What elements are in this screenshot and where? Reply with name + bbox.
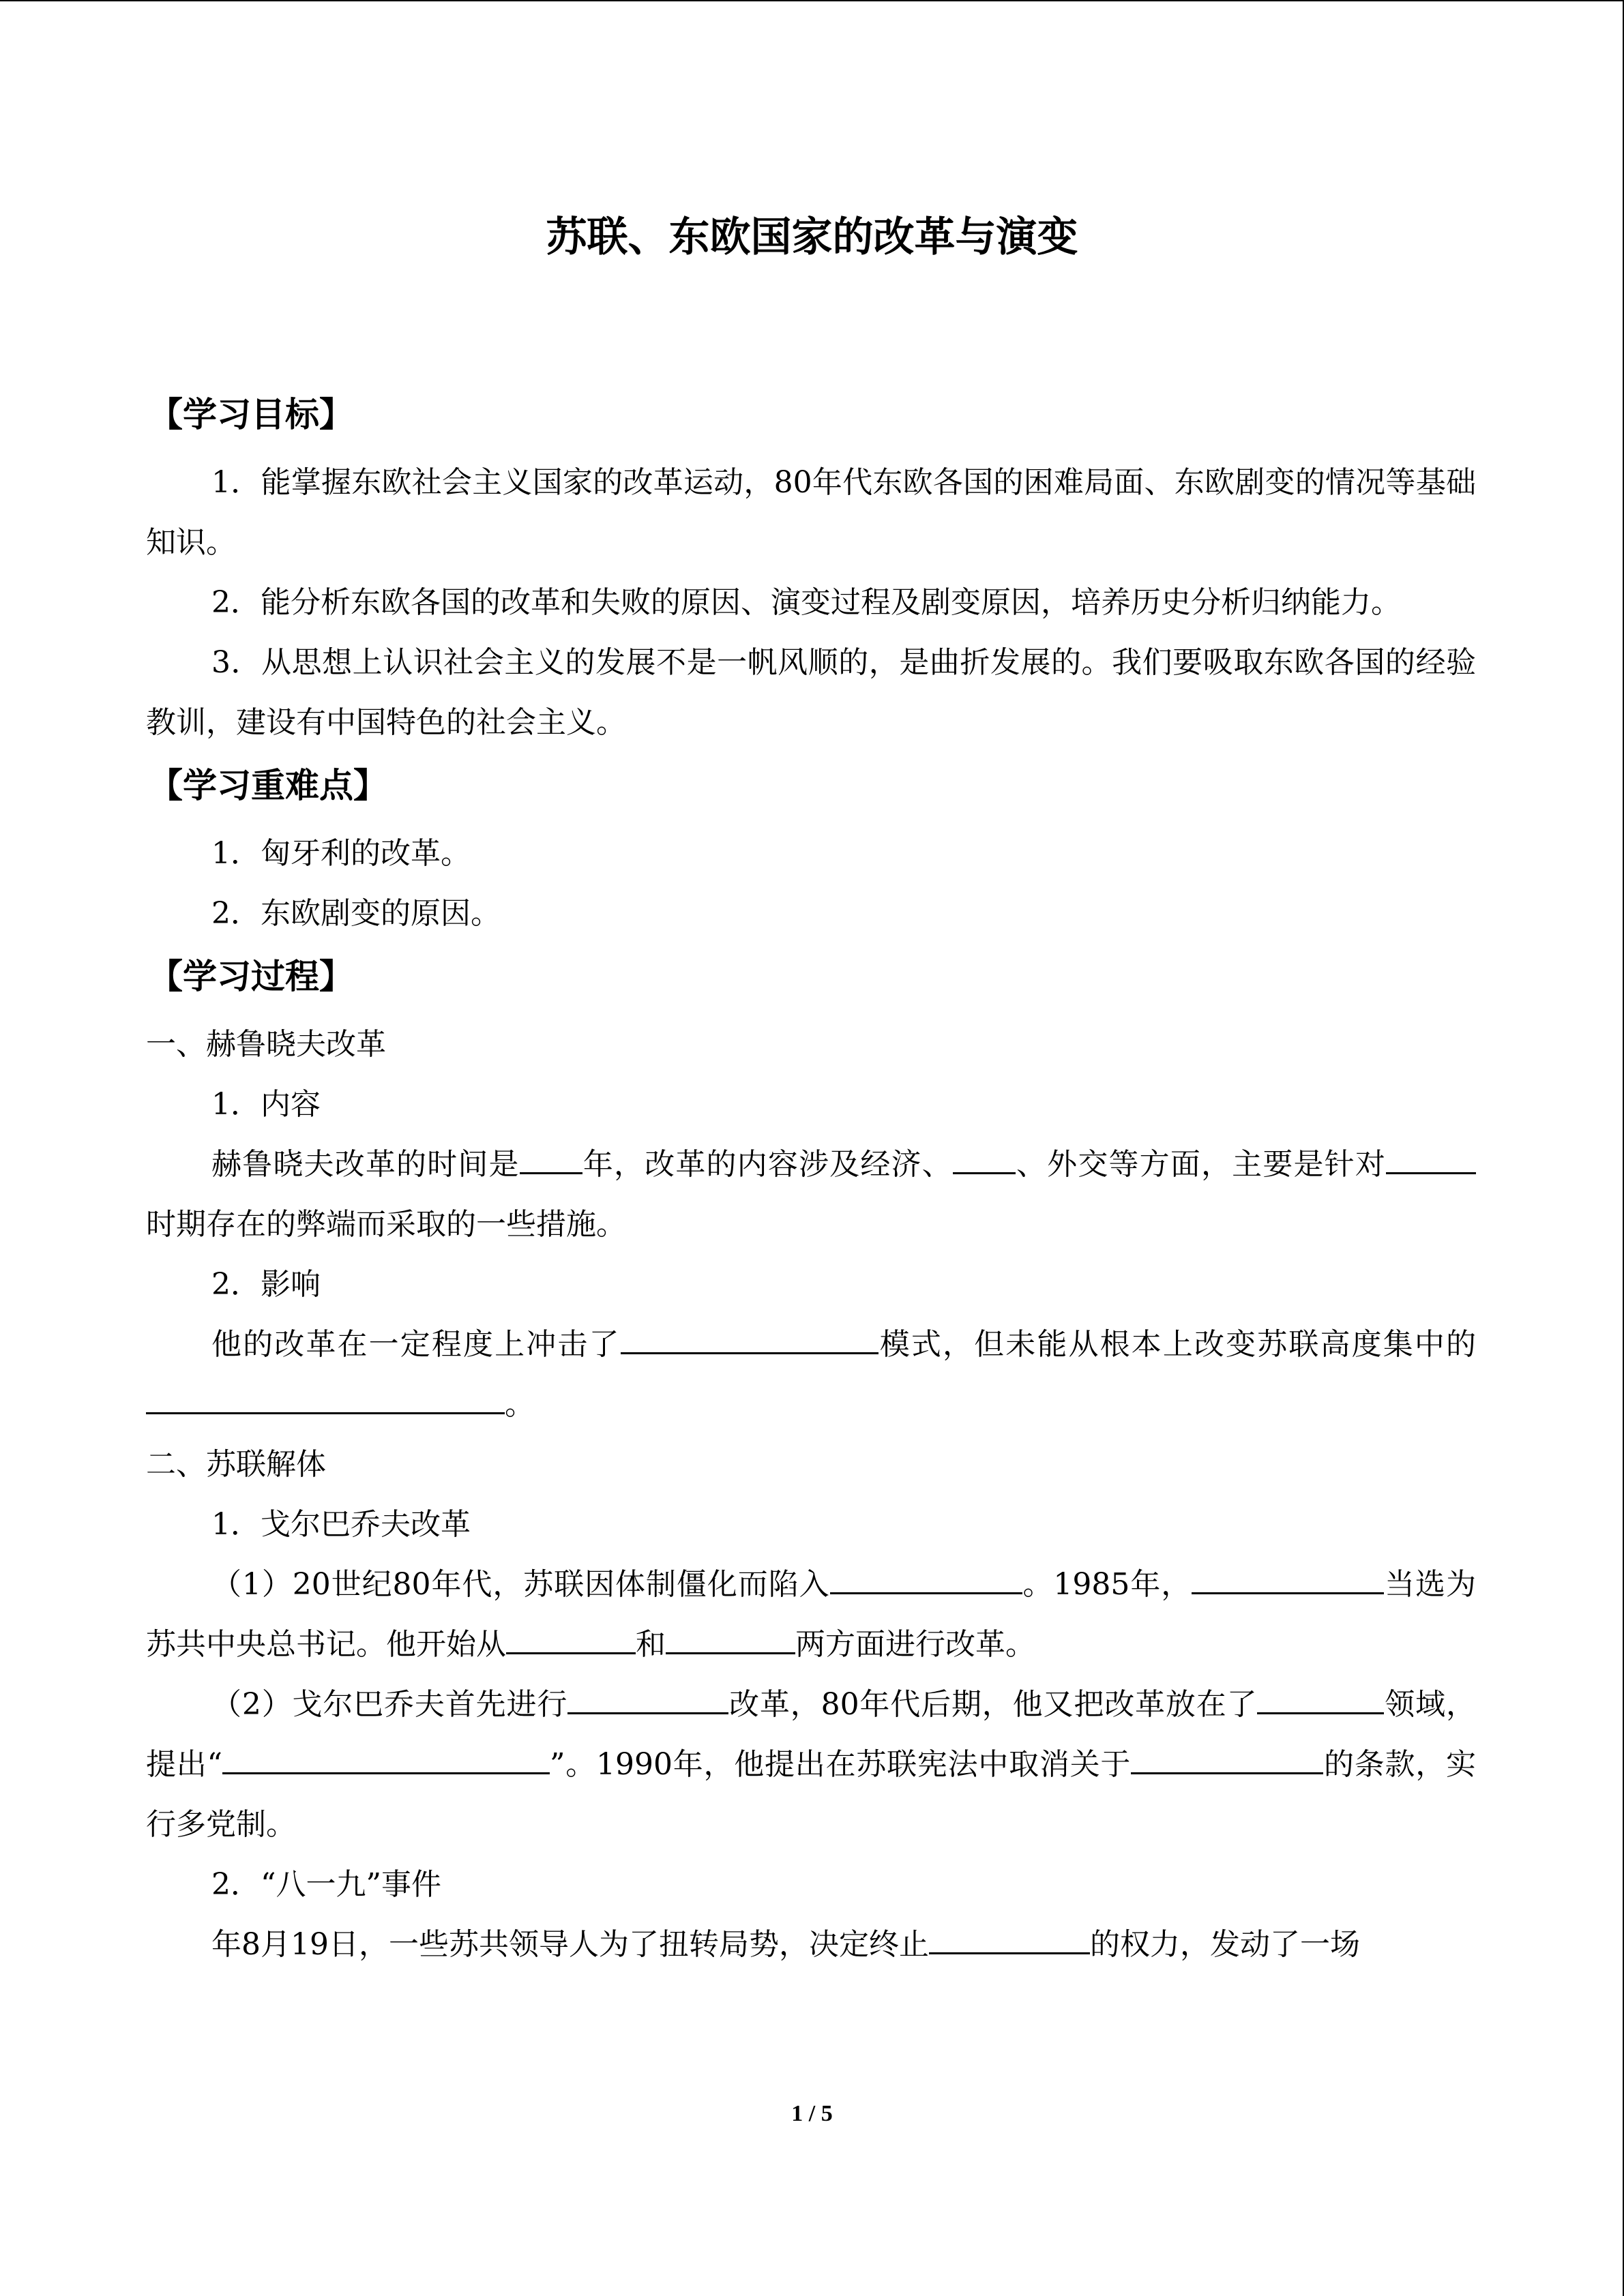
fill-in-paragraph: 赫鲁晓夫改革的时间是 年，改革的内容涉及经济、 、外交等方面，主要是针对时期存在的弊端而采取的一些措施。	[146, 1135, 1476, 1255]
section-title: 一、赫鲁晓夫改革	[146, 1027, 386, 1062]
heading-process: 【学习过程】	[149, 957, 353, 996]
heading-key-points: 【学习重难点】	[149, 766, 387, 805]
fill-blank[interactable]	[830, 1555, 1022, 1594]
goal-item: 2．能分析东欧各国的改革和失败的原因、演变过程及剧变原因，培养历史分析归纳能力。	[211, 585, 1401, 620]
sub-heading: 2．影响	[211, 1267, 321, 1302]
section-title: 二、苏联解体	[146, 1447, 326, 1482]
fill-blank[interactable]	[520, 1135, 582, 1174]
fill-in-paragraph: 年8月19日，一些苏共领导人为了扭转局势，决定终止 的权力，发动了一场	[146, 1915, 1476, 1975]
goal-item: 3．从思想上认识社会主义的发展不是一帆风顺的，是曲折发展的。我们要吸取东欧各国的经验教训，建设有中国特色的社会主义。	[146, 645, 1476, 740]
page-number: 1 / 5	[791, 2101, 833, 2126]
sub-heading: 2．“八一九”事件	[211, 1867, 441, 1902]
fill-blank[interactable]	[567, 1675, 728, 1714]
fill-blank[interactable]	[953, 1135, 1016, 1174]
fill-blank[interactable]	[1257, 1675, 1384, 1714]
fill-in-paragraph: （2）戈尔巴乔夫首先进行 改革，80年代后期，他又把改革放在了 领域，提出“ ”。1990年，他提出在苏联宪法中取消关于 的条款，实行多党制。	[146, 1675, 1476, 1855]
fill-blank[interactable]	[506, 1615, 636, 1654]
goal-item: 1．能掌握东欧社会主义国家的改革运动，80年代东欧各国的困难局面、东欧剧变的情况等基础知识。	[146, 465, 1476, 560]
fill-in-paragraph: 他的改革在一定程度上冲击了 模式，但未能从根本上改变苏联高度集中的。	[146, 1315, 1476, 1435]
fill-blank[interactable]	[222, 1735, 550, 1774]
fill-in-paragraph: （1）20世纪80年代，苏联因体制僵化而陷入 。1985年， 当选为苏共中央总书记。他开始从 和 两方面进行改革。	[146, 1555, 1476, 1675]
fill-blank[interactable]	[1386, 1135, 1476, 1174]
heading-goals: 【学习目标】	[149, 395, 353, 434]
key-point-item: 1．匈牙利的改革。	[211, 836, 471, 871]
fill-blank[interactable]	[1131, 1735, 1323, 1774]
fill-blank[interactable]	[666, 1615, 795, 1654]
key-point-item: 2．东欧剧变的原因。	[211, 896, 501, 931]
fill-blank[interactable]	[621, 1315, 879, 1354]
document-title: 苏联、东欧国家的改革与演变	[546, 213, 1078, 261]
fill-blank[interactable]	[146, 1375, 505, 1414]
sub-heading: 1．内容	[211, 1087, 321, 1122]
fill-blank[interactable]	[929, 1915, 1090, 1954]
fill-blank[interactable]	[1192, 1555, 1384, 1594]
sub-heading: 1．戈尔巴乔夫改革	[211, 1507, 471, 1542]
document-body	[146, 382, 1476, 1975]
